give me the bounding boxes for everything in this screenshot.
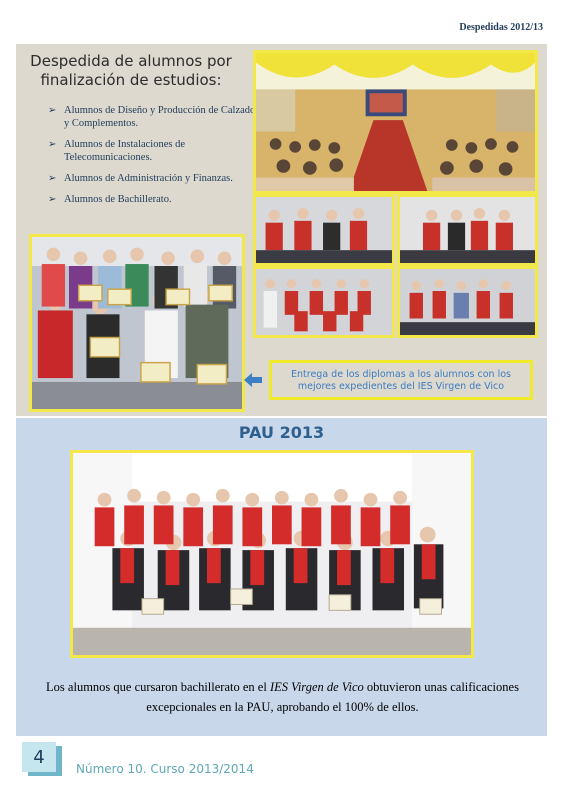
section-header: Despedidas 2012/13	[459, 22, 543, 33]
arrow-left-icon	[244, 373, 262, 387]
pau-text-end: obtuvieron unas calificaciones excepcionales en la PAU, aprobando el 100% de ellos.	[146, 680, 519, 714]
auditorium-photo	[253, 50, 538, 194]
students-photo	[397, 266, 538, 338]
list-item: ➢ Alumnos de Diseño y Producción de Calzado y Complementos.	[48, 104, 258, 130]
list-item: ➢ Alumnos de Instalaciones de Telecomunicaciones.	[48, 138, 258, 164]
page-number: 4	[33, 746, 45, 768]
pau-class-photo	[70, 450, 474, 658]
students-photo	[253, 266, 395, 338]
pau-text-start: Los alumnos que cursaron bachillerato en el	[46, 680, 270, 694]
school-name: IES Virgen de Vico	[269, 680, 364, 694]
issue-label: Número 10. Curso 2013/2014	[76, 762, 254, 776]
panel-title: Despedida de alumnos por finalización de estudios:	[30, 52, 232, 89]
list-item: ➢ Alumnos de Administración y Finanzas.	[48, 172, 258, 185]
page-number-badge	[22, 742, 62, 776]
student-group-list	[48, 104, 258, 214]
students-photo	[397, 194, 538, 266]
students-photo	[253, 194, 395, 266]
diploma-recipients-photo	[29, 234, 245, 412]
list-item: ➢ Alumnos de Bachillerato.	[48, 193, 258, 206]
diploma-caption: Entrega de los diplomas a los alumnos con los mejores expedientes del IES Virgen de Vico	[269, 360, 533, 400]
pau-title: PAU 2013	[238, 423, 325, 442]
pau-description	[40, 677, 525, 717]
